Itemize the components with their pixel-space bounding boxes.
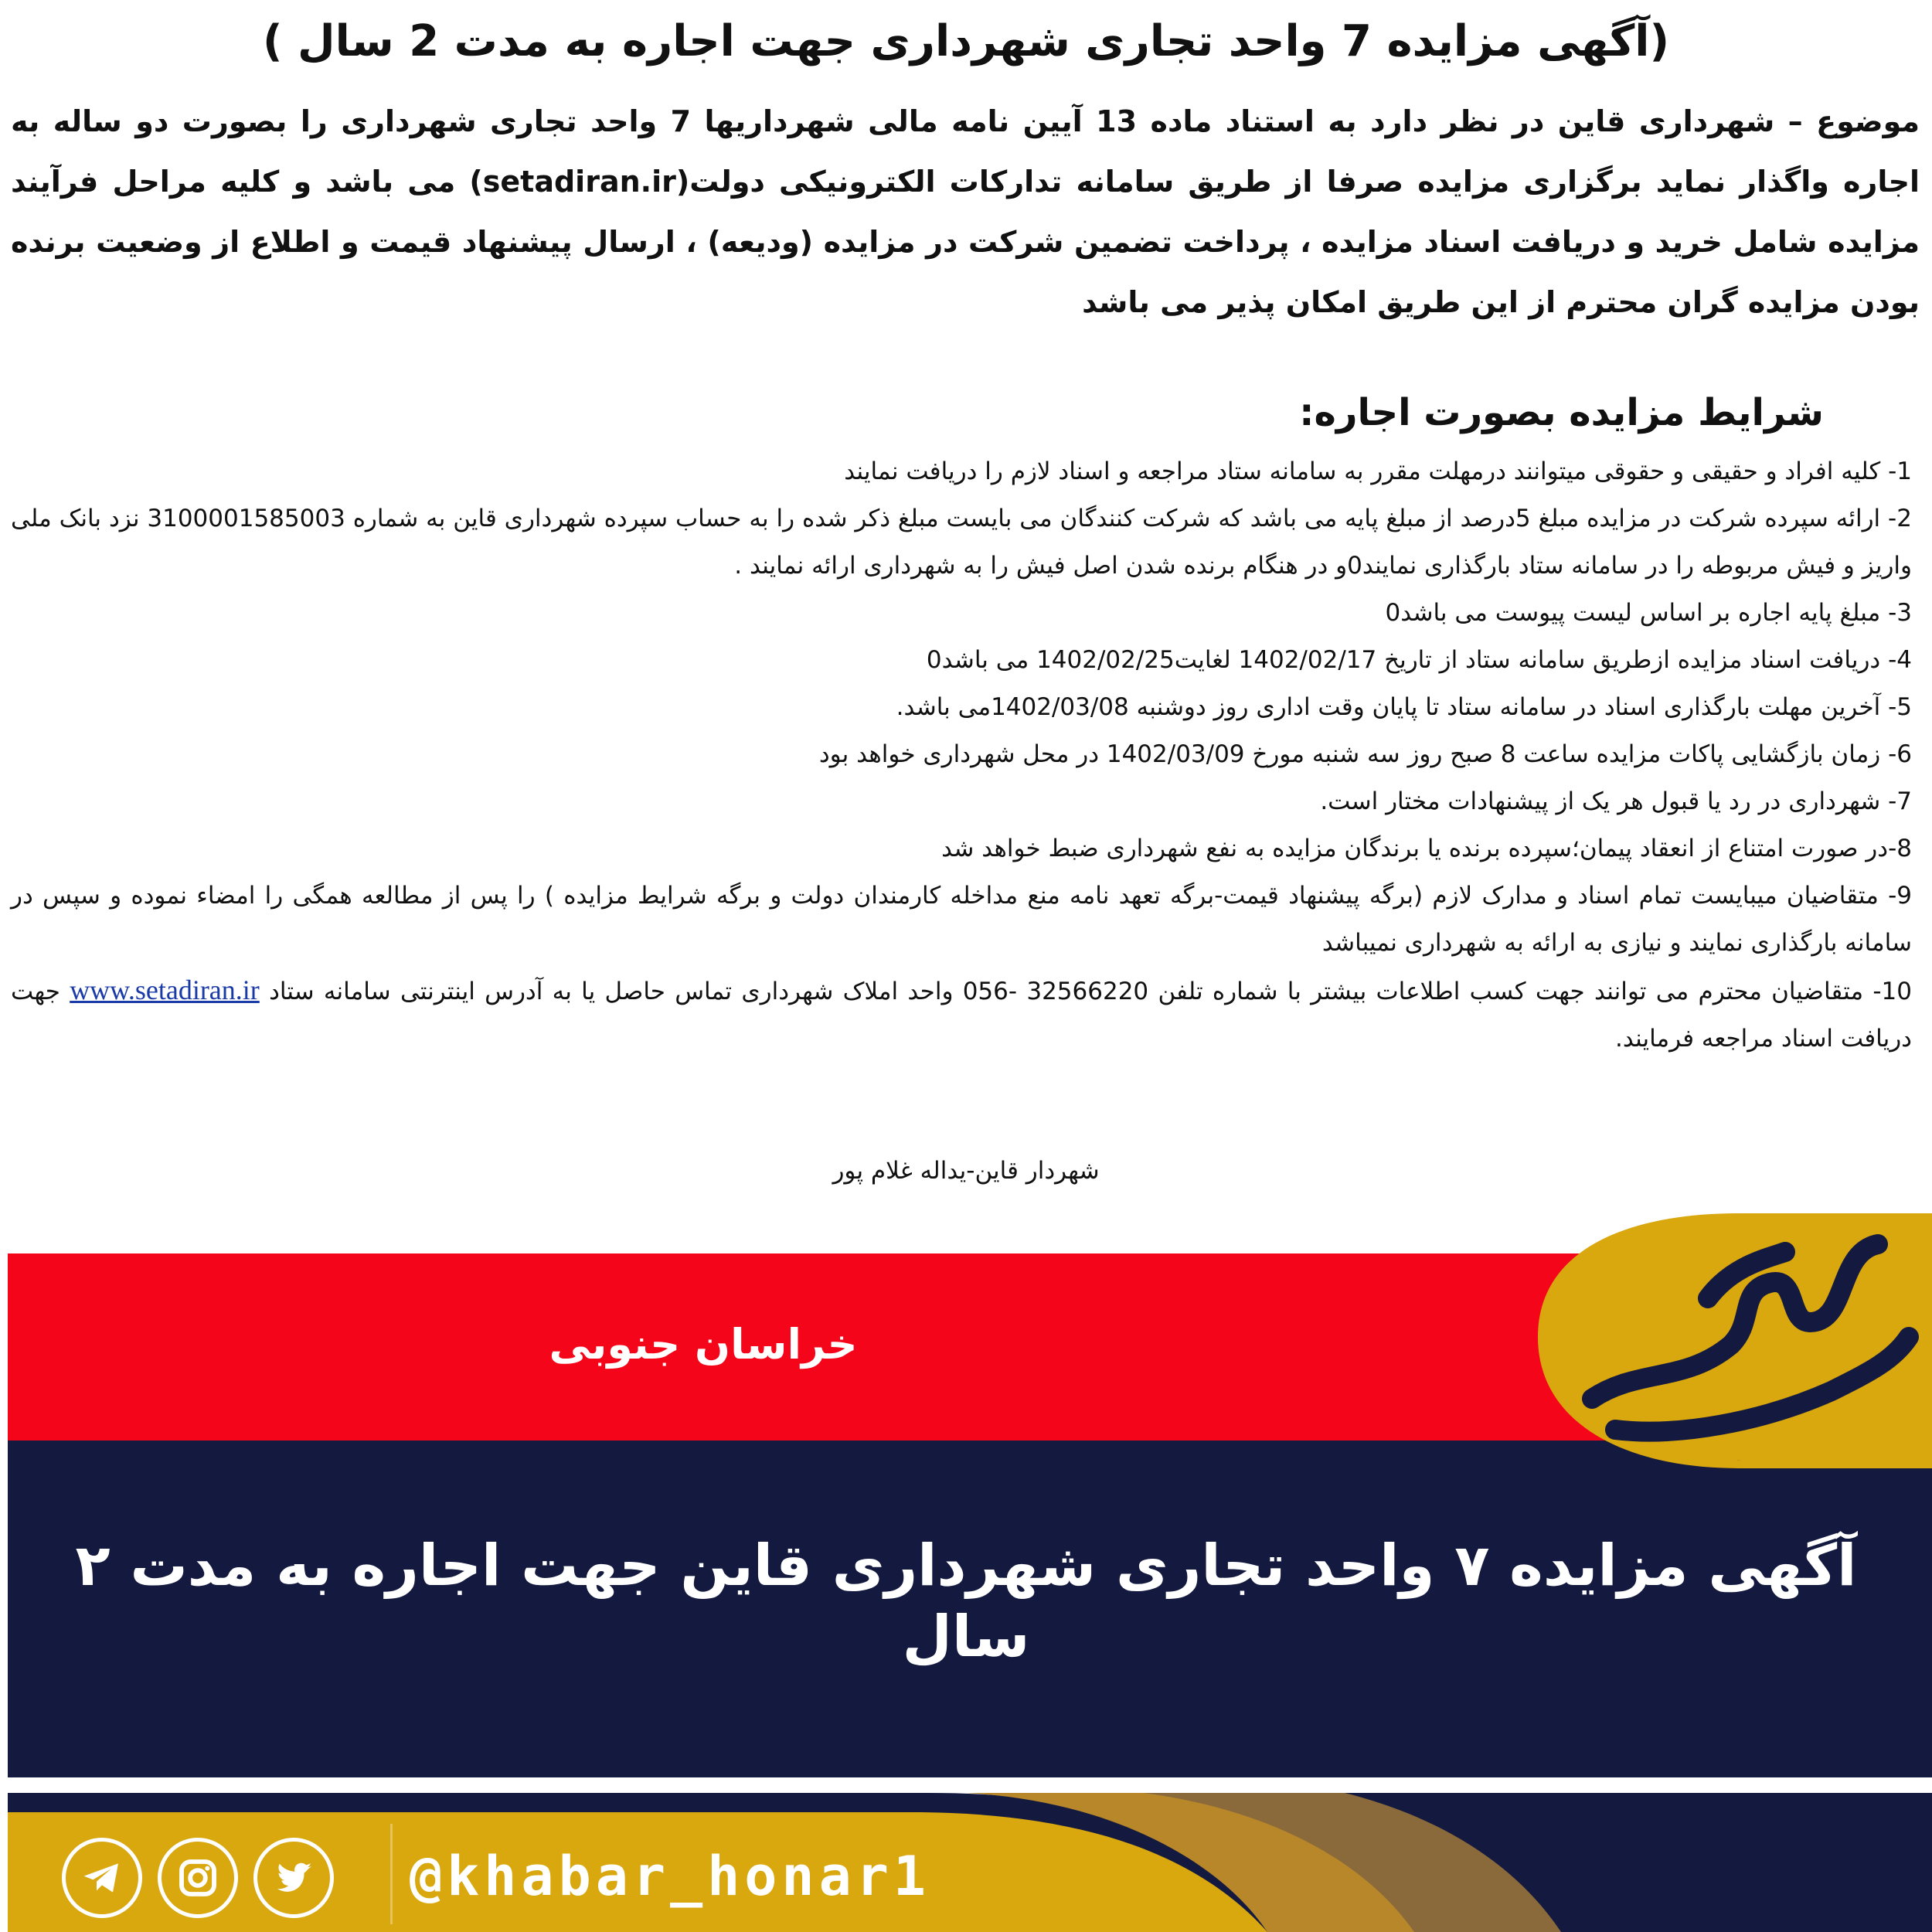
brand-logo bbox=[1507, 1206, 1932, 1468]
condition-item: 4- دریافت اسناد مزایده ازطریق سامانه ستاد از تاریخ 1402/02/17 لغایت1402/02/25 می باشد0 bbox=[926, 646, 1912, 674]
footer-divider bbox=[390, 1824, 393, 1924]
headline: آگهی مزایده ۷ واحد تجاری شهرداری قاین جهت اجاره به مدت ۲ سال bbox=[75, 1532, 1857, 1670]
condition-item-10 bbox=[11, 967, 1912, 1063]
condition-item: 7- شهرداری در رد یا قبول هر یک از پیشنهادات مختار است. bbox=[1320, 787, 1912, 815]
notice-title: (آگهی مزایده 7 واحد تجاری شهرداری جهت اجاره به مدت 2 سال ) bbox=[262, 16, 1670, 66]
condition-item: 2- ارائه سپرده شرکت در مزایده مبلغ 5درصد از مبلغ پایه می باشد که شرکت کنندگان می بایست مبلغ ذکر شده را به حساب سپرده شهرداری قاین به شماره 3100001585003 نزد بانک ملی واریز و فیش مربوطه را در سامانه ستاد بارگذاری نمایند0و در هنگام برنده شدن اصل فیش را به شهرداری ارائه نمایند . bbox=[11, 505, 1912, 580]
region-label: خراسان جنوبی bbox=[549, 1320, 858, 1369]
condition-10-text: 10- متقاضیان محترم می توانند جهت کسب اطلاعات بیشتر با شماره تلفن 32566220 -056 واحد املاک شهرداری تماس حاصل یا به آدرس اینترنتی سامانه ستاد bbox=[259, 978, 1912, 1005]
condition-item: 1- کلیه افراد و حقیقی و حقوقی میتوانند درمهلت مقرر به سامانه ستاد مراجعه و اسناد لازم را دریافت نمایند bbox=[844, 457, 1912, 485]
twitter-icon[interactable] bbox=[253, 1838, 334, 1918]
condition-item: 8-در صورت امتناع از انعقاد پیمان؛سپرده برنده یا برندگان مزایده به نفع شهرداری ضبط خواهد شد bbox=[941, 835, 1912, 862]
mayor-signature: شهردار قاین-یداله غلام پور bbox=[832, 1157, 1100, 1185]
telegram-icon[interactable] bbox=[62, 1838, 142, 1918]
conditions-heading: شرایط مزایده بصورت اجاره: bbox=[1299, 391, 1824, 434]
notice-intro: موضوع – شهرداری قاین در نظر دارد به استناد ماده 13 آیین نامه مالی شهرداریها 7 واحد تجاری شهرداری را بصورت دو ساله به اجاره واگذار نماید برگزاری مزایده صرفا از طریق سامانه تدارکات الکترونیکی دولت(setadiran.ir) می باشد و کلیه مراحل فرآیند مزایده شامل خرید و دریافت اسناد مزایده ، پرداخت تضمین شرکت در مزایده (ودیعه) ، ارسال پیشنهاد قیمت و اطلاع از وضعیت برنده بودن مزایده گران محترم از این طریق امکان پذیر می باشد bbox=[11, 104, 1920, 319]
news-banner bbox=[0, 1206, 1932, 1932]
social-handle[interactable]: @khabar_honar1 bbox=[410, 1845, 931, 1908]
conditions-list bbox=[11, 448, 1912, 1063]
setadiran-link[interactable]: www.setadiran.ir bbox=[70, 975, 260, 1005]
social-icons bbox=[62, 1835, 334, 1920]
condition-item: 9- متقاضیان میبایست تمام اسناد و مدارک لازم (برگه پیشنهاد قیمت-برگه تعهد نامه منع مداخله کارمندان دولت و برگه شرایط مزایده ) را پس از مطالعه همگی را امضاء نموده و سپس در سامانه بارگذاری نمایند و نیازی به ارائه به شهرداری نمیباشد bbox=[11, 882, 1912, 957]
instagram-icon[interactable] bbox=[158, 1838, 238, 1918]
condition-item: 3- مبلغ پایه اجاره بر اساس لیست پیوست می باشد0 bbox=[1385, 599, 1912, 627]
condition-10-text-end: جهت دریافت اسناد مراجعه فرمایند. bbox=[11, 978, 1912, 1053]
condition-item: 6- زمان بازگشایی پاکات مزایده ساعت 8 صبح روز سه شنبه مورخ 1402/03/09 در محل شهرداری خواهد بود bbox=[818, 740, 1912, 768]
condition-item: 5- آخرین مهلت بارگذاری اسناد در سامانه ستاد تا پایان وقت اداری روز دوشنبه 1402/03/08می باشد. bbox=[896, 693, 1912, 721]
